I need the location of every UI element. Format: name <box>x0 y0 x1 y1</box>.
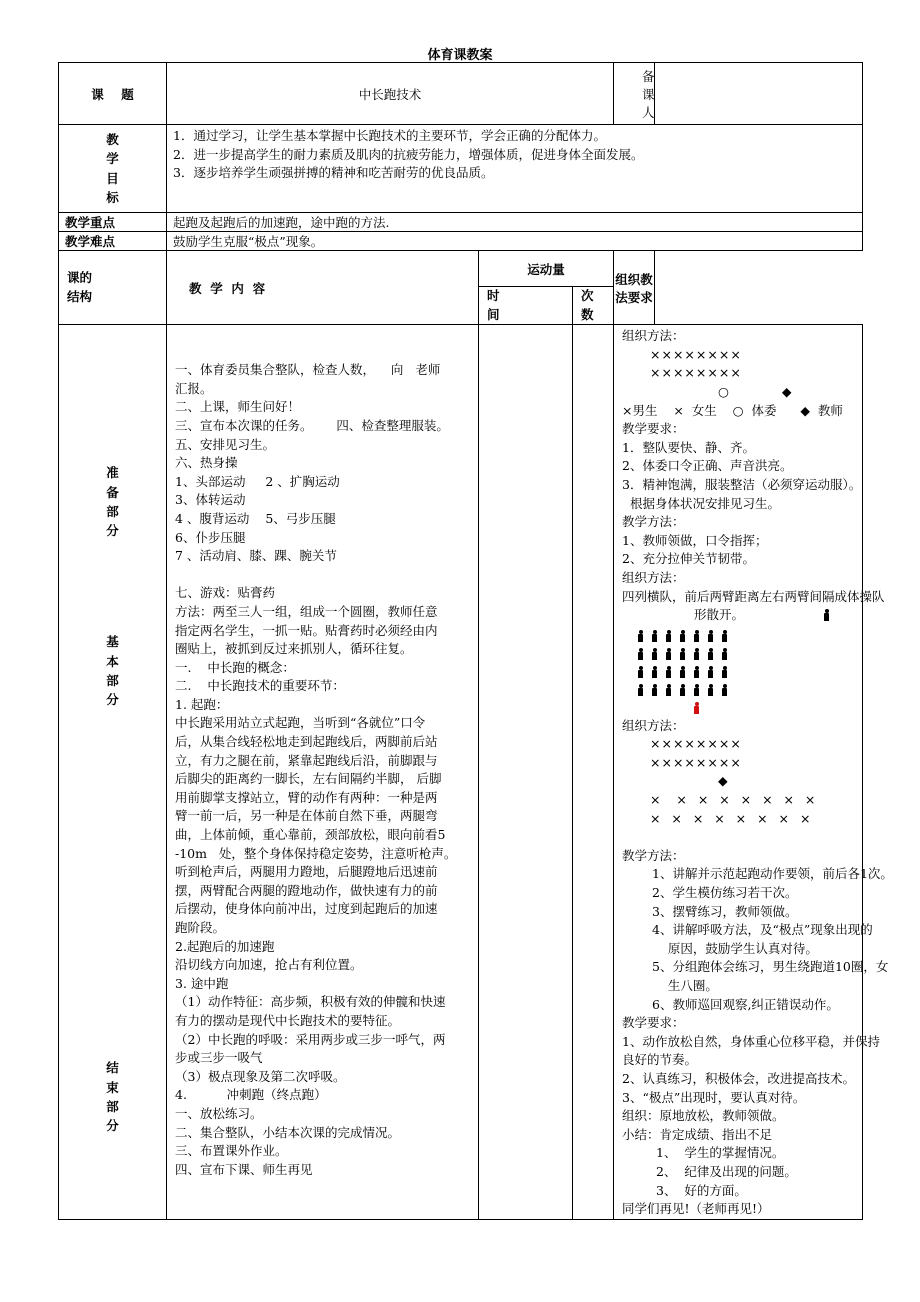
objectives-label-char: 教 <box>106 131 119 147</box>
method-header-text: 组织教法要求 <box>615 271 653 305</box>
teaching-method-item: 2、学生模仿练习若干次。 <box>652 885 798 901</box>
content-line: 7 、活动肩、膝、踝、腕关节 <box>175 548 337 564</box>
content-line: 三、布置课外作业。 <box>175 1143 288 1159</box>
content-line: 跑阶段。 <box>175 920 226 935</box>
student-figure-row <box>638 681 858 699</box>
objective-item: 2．进一步提高学生的耐力素质及肌肉的抗疲劳能力，增强体质，促进身体全面发展。 <box>173 146 644 162</box>
student-figure-icon <box>694 666 699 678</box>
section-basic-char: 部 <box>106 672 119 688</box>
content-column <box>167 325 479 1220</box>
content-line: 1. 起跑： <box>175 696 229 712</box>
content-line: 4. 冲刺跑（终点跑） <box>175 1087 327 1103</box>
section-basic <box>59 632 166 710</box>
content-line: 6、仆步压腿 <box>175 529 246 545</box>
difficulty-label: 教学难点 <box>59 232 167 251</box>
time-header <box>479 287 573 325</box>
content-line: 六、热身操 <box>175 455 238 471</box>
teaching-method-item: 生八圈。 <box>652 978 718 993</box>
content-line: 听到枪声后，两腿用力蹬地，后腿蹬地后迅速前 <box>175 864 438 880</box>
content-line: 指定两名学生，一抓一贴。贴膏药时必须经由内 <box>175 622 438 638</box>
content-line: 汇报。 <box>175 380 213 396</box>
student-figure-icon <box>694 630 699 642</box>
content-line: 二、集合整队，小结本次课的完成情况。 <box>175 1124 401 1140</box>
content-line: 圈贴上，被抓到反过来抓别人，循环往复。 <box>175 641 413 657</box>
section-column <box>59 325 167 1220</box>
content-line: 1、头部运动 2 、扩胸运动 <box>175 473 340 489</box>
content-line: 摆，两臂配合两腿的蹬地动作，做快速有力的前 <box>175 882 438 898</box>
student-figure-icon <box>666 630 671 642</box>
content-line: 沿切线方向加速，抢占有利位置。 <box>175 957 363 973</box>
student-figure-icon <box>680 666 685 678</box>
section-basic-char: 分 <box>106 692 119 708</box>
student-figure-icon <box>694 684 699 696</box>
lesson-plan-table <box>58 62 893 1220</box>
topic-label-cell <box>59 63 167 125</box>
objectives-label-char: 标 <box>106 189 119 205</box>
method-column <box>614 325 893 1220</box>
student-figure-icon <box>708 684 713 696</box>
student-figure-icon <box>680 630 685 642</box>
summary-item: 1、 学生的掌握情况。 <box>656 1145 785 1161</box>
requirement-item: 良好的节奏。 <box>622 1052 698 1068</box>
content-line: （1）动作特征：高步频，积极有效的伸髋和快速 <box>175 994 446 1010</box>
key-point-label: 教学重点 <box>59 213 167 232</box>
requirement-item: 1、动作放松自然，身体重心位移平稳，并保持 <box>622 1033 880 1049</box>
summary-item: 2、 纪律及出现的问题。 <box>656 1163 797 1179</box>
summary-title: 小结：肯定成绩、指出不足 <box>622 1126 773 1142</box>
summary-item: 3、 好的方面。 <box>656 1182 747 1198</box>
section-end-char: 结 <box>106 1060 119 1076</box>
student-figure-icon <box>666 666 671 678</box>
student-figure-row <box>638 645 858 663</box>
content-line: 3. 途中跑 <box>175 975 229 991</box>
teaching-method-item: 6、教师巡回观察,纠正错误动作。 <box>652 996 839 1012</box>
topic-label: 课 题 <box>91 86 134 102</box>
student-figure-icon <box>652 630 657 642</box>
section-basic-char: 本 <box>106 653 119 669</box>
time-header-line: 时 <box>487 288 500 303</box>
teaching-method-title: 教学方法： <box>622 847 685 863</box>
content-line: 2.起跑后的加速跑 <box>175 938 275 954</box>
section-prep-char: 准 <box>106 465 119 481</box>
count-header-line: 次 <box>581 288 594 303</box>
load-header-text: 运动量 <box>527 261 565 277</box>
content-line: 方法：两至三人一组，组成一个圆圈，教师任意 <box>175 603 438 619</box>
content-line: 曲，上体前倾，重心靠前，颈部放松，眼向前看5 <box>175 827 446 843</box>
student-figure-icon <box>666 684 671 696</box>
preparer-label-cell <box>614 63 655 125</box>
section-prep-char: 备 <box>106 484 119 500</box>
student-figure-icon <box>694 648 699 660</box>
content-line: 二、上课，师生问好！ <box>175 399 301 415</box>
document-title: 体育课教案 <box>427 48 493 63</box>
teacher-marker: ◆ <box>718 773 729 789</box>
content-line: 二. 中长跑技术的重要环节： <box>175 678 345 694</box>
section-end-char: 分 <box>106 1118 119 1134</box>
structure-header <box>59 251 167 325</box>
content-header-text: 教 学 内 容 <box>189 280 266 296</box>
student-figure-icon <box>708 666 713 678</box>
load-header <box>479 251 614 287</box>
content-line: 三、宣布本次课的任务。 四、检查整理服装。 <box>175 417 449 433</box>
preparer-value-cell <box>655 63 863 125</box>
formation-row: ×××××××× <box>650 754 742 770</box>
formation-legend: ×男生 × 女生 ○ 体委 ◆ 教师 <box>622 402 843 418</box>
content-line: 步或三步一吸气 <box>175 1050 263 1066</box>
teaching-method-item: 4、讲解呼吸方法，及“极点”现象出现的 <box>652 922 873 938</box>
content-line: 有力的摆动是现代中长跑技术的要特征。 <box>175 1012 401 1028</box>
requirement-item: 3．精神饱满，服装整洁（必须穿运动服）。 <box>622 476 862 492</box>
key-point-value: 起跑及起跑后的加速跑，途中跑的方法. <box>167 213 863 232</box>
objectives-label-char: 学 <box>106 151 119 167</box>
farewell-text: 同学们再见!（老师再见!） <box>622 1201 770 1217</box>
teacher-marker: ◆ <box>781 383 793 399</box>
student-figure-icon <box>666 648 671 660</box>
objectives-label-cell <box>59 125 167 213</box>
student-figure-icon <box>652 666 657 678</box>
time-column <box>479 325 573 1220</box>
section-end-char: 束 <box>106 1079 119 1095</box>
content-header <box>167 251 479 325</box>
student-figure-icon <box>722 666 727 678</box>
objective-item: 3．逐步培养学生顽强拼搏的精神和吃苦耐劳的优良品质。 <box>173 165 494 181</box>
content-lines <box>175 361 472 1179</box>
requirement-item: 2、体委口令正确、声音洪亮。 <box>622 458 793 474</box>
org-method-title: 组织方法： <box>622 717 685 733</box>
student-figure-icon <box>638 666 643 678</box>
teaching-method-item: 2、充分拉伸关节韧带。 <box>622 551 755 567</box>
content-line: 后，从集合线轻松地走到起跑线后，两脚前后站 <box>175 734 438 750</box>
content-line: 后脚尖的距离约一脚长，左右间隔约半脚， 后脚 <box>175 771 442 787</box>
formation-row: ×××××××× <box>650 346 742 362</box>
org-method-text-2: 形散开。 <box>694 607 745 623</box>
requirement-item: 1．整队要快、静、齐。 <box>622 439 755 455</box>
student-figure-icon <box>722 630 727 642</box>
content-line: 七、游戏：贴膏药 <box>175 585 276 601</box>
section-prep-char: 分 <box>106 523 119 539</box>
content-line: -10m 处，整个身体保持稳定姿势，注意听枪声。 <box>175 845 457 861</box>
topic-value-cell <box>167 63 614 125</box>
preparer-label: 备课人 <box>642 68 655 120</box>
section-prep <box>59 463 166 541</box>
teaching-method-item: 原因，鼓励学生认真对待。 <box>652 940 818 956</box>
content-line: 3、体转运动 <box>175 492 246 508</box>
org-method-text: 四列横队，前后两臂距离左右两臂间隔成体操队 <box>622 588 885 604</box>
content-line: 用前脚掌支撑站立，臂的动作有两种：一种是两 <box>175 789 438 805</box>
structure-header-line: 课的 <box>67 270 93 285</box>
content-line: （2）中长跑的呼吸：采用两步或三步一呼气，两 <box>175 1031 446 1047</box>
monitor-marker: ○ <box>718 383 730 399</box>
content-line: 五、安排见习生。 <box>175 436 276 452</box>
objectives-cell <box>167 125 863 213</box>
section-end <box>59 1058 166 1136</box>
time-header-line: 间 <box>487 306 500 322</box>
monitor-figure-icon <box>694 702 699 714</box>
content-line: 后摆动，使身体向前冲出，过度到起跑后的加速 <box>175 901 438 917</box>
teaching-method-item: 3、摆臂练习，教师领做。 <box>652 903 798 919</box>
formation-row-spaced: × × × × × × × × <box>650 792 817 808</box>
student-figure-icon <box>680 684 685 696</box>
content-line: 一. 中长跑的概念： <box>175 659 295 675</box>
student-figure-row <box>638 627 858 645</box>
objectives-label-char: 目 <box>106 170 119 186</box>
student-figure-icon <box>638 648 643 660</box>
content-line: 一、体育委员集合整队，检查人数， 向 老师 <box>175 362 441 378</box>
content-line: 4 、腹背运动 5、弓步压腿 <box>175 510 336 526</box>
content-line: 四、宣布下课、师生再见 <box>175 1161 313 1177</box>
student-figure-icon <box>722 684 727 696</box>
teaching-method-item: 1、讲解并示范起跑动作要领，前后各1次。 <box>652 866 893 882</box>
difficulty-value: 鼓励学生克服“极点”现象。 <box>167 232 863 251</box>
teaching-method-item: 5、分组跑体会练习，男生绕跑道10圈，女 <box>652 959 889 975</box>
student-figures <box>622 625 858 717</box>
org-method-title: 组织方法： <box>622 328 685 344</box>
requirements-title: 教学要求： <box>622 421 685 437</box>
student-figure-icon <box>708 648 713 660</box>
org-relax-text: 组织：原地放松，教师领做。 <box>622 1108 785 1124</box>
requirements-title: 教学要求： <box>622 1015 685 1031</box>
structure-header-line: 结构 <box>67 288 93 304</box>
formation-markers <box>622 383 858 402</box>
requirement-item: 2、认真练习，积极体会，改进提高技术。 <box>622 1070 855 1086</box>
objective-item: 1．通过学习，让学生基本掌握中长跑技术的主要环节，学会正确的分配体力。 <box>173 128 606 143</box>
student-figure-icon <box>722 648 727 660</box>
count-column <box>573 325 614 1220</box>
section-basic-char: 基 <box>106 634 119 650</box>
teacher-figure-icon <box>824 609 829 621</box>
formation-row: ×××××××× <box>650 365 742 381</box>
count-header-line: 数 <box>581 306 594 322</box>
org-method-title: 组织方法： <box>622 569 685 585</box>
count-header <box>573 287 614 325</box>
student-figure-icon <box>638 630 643 642</box>
student-figure-icon <box>652 684 657 696</box>
requirement-item: 3、“极点”出现时，要认真对待。 <box>622 1089 806 1105</box>
content-line <box>175 566 472 585</box>
teaching-method-item: 1、教师领做，口令指挥； <box>622 532 768 548</box>
formation-row: ×××××××× <box>650 736 742 752</box>
formation-row-spaced: × × × × × × × × <box>650 810 812 826</box>
content-line: 中长跑采用站立式起跑，当听到“各就位”口令 <box>175 715 426 731</box>
org-method-text <box>622 606 858 625</box>
content-line: 立，有力之腿在前，紧靠起跑线后沿，前脚跟与 <box>175 752 438 768</box>
student-figure-icon <box>680 648 685 660</box>
teaching-method-title: 教学方法： <box>622 514 685 530</box>
student-figure-icon <box>652 648 657 660</box>
monitor-figure-row <box>638 699 858 717</box>
requirement-item: 根据身体状况安排见习生。 <box>622 495 780 511</box>
student-figure-icon <box>638 684 643 696</box>
spacer <box>622 828 858 847</box>
topic-value: 中长跑技术 <box>358 86 422 102</box>
content-line: 一、放松练习。 <box>175 1105 263 1121</box>
section-prep-char: 部 <box>106 503 119 519</box>
content-line: （3）极点现象及第二次呼吸。 <box>175 1068 346 1084</box>
method-header <box>614 251 655 325</box>
student-figure-row <box>638 663 858 681</box>
section-end-char: 部 <box>106 1098 119 1114</box>
content-line: 臂一前一后，另一种是在体前自然下垂，两腿弯 <box>175 808 438 824</box>
student-figure-icon <box>708 630 713 642</box>
